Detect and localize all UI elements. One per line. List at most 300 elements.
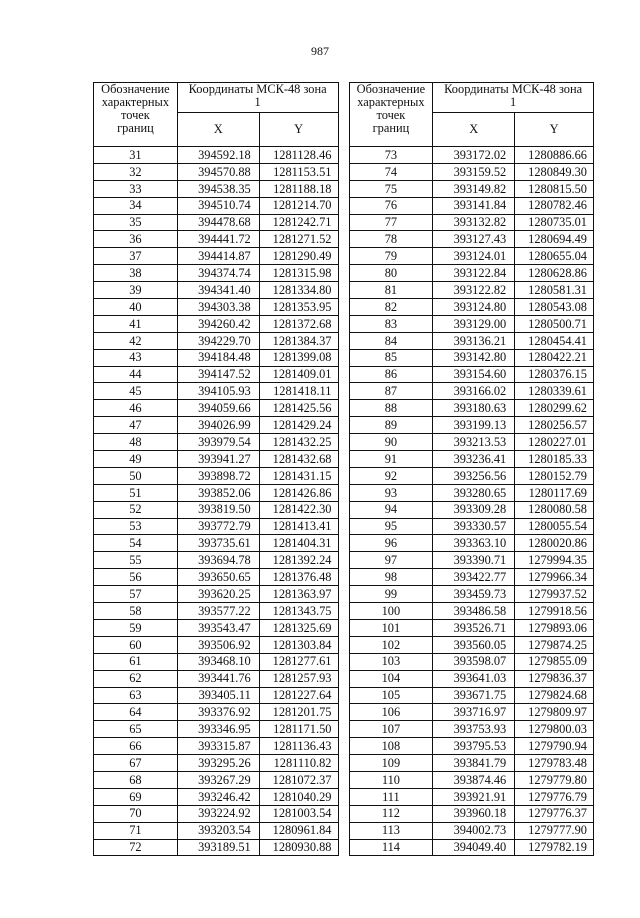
x-coordinate-cell: 393898.72: [177, 467, 259, 484]
y-coordinate-cell: 1280961.84: [259, 822, 338, 839]
table-row: [349, 163, 594, 180]
table-row: [94, 704, 339, 721]
y-coordinate-cell: 1280185.33: [515, 451, 594, 468]
x-coordinate-cell: 394002.73: [433, 822, 515, 839]
table-row: [349, 383, 594, 400]
y-coordinate-cell: 1280080.58: [515, 501, 594, 518]
x-coordinate-cell: 393716.97: [433, 704, 515, 721]
x-coordinate-cell: 393874.46: [433, 771, 515, 788]
x-coordinate-cell: 393921.91: [433, 788, 515, 805]
table-row: [349, 822, 594, 839]
point-number-cell: 108: [349, 738, 433, 755]
x-coordinate-cell: 393979.54: [177, 434, 259, 451]
y-coordinate-cell: 1280735.01: [515, 214, 594, 231]
point-number-cell: 65: [94, 721, 178, 738]
table-row: [349, 738, 594, 755]
table-row: [349, 147, 594, 164]
table-row: [94, 552, 339, 569]
table-row: [349, 586, 594, 603]
table-row: [94, 721, 339, 738]
table-row: [94, 180, 339, 197]
coordinates-table-left: [93, 82, 339, 856]
table-row: [94, 315, 339, 332]
y-coordinate-cell: 1281429.24: [259, 417, 338, 434]
y-coordinate-cell: 1279836.37: [515, 670, 594, 687]
x-coordinate-cell: 393390.71: [433, 552, 515, 569]
table-row: [94, 738, 339, 755]
x-coordinate-cell: 393172.02: [433, 147, 515, 164]
x-coordinate-cell: 394592.18: [177, 147, 259, 164]
x-coordinate-cell: 393159.52: [433, 163, 515, 180]
point-number-cell: 90: [349, 434, 433, 451]
table-row: [349, 332, 594, 349]
table-row: [94, 383, 339, 400]
y-coordinate-cell: 1279776.37: [515, 805, 594, 822]
y-coordinate-cell: 1280543.08: [515, 299, 594, 316]
x-coordinate-cell: 394260.42: [177, 315, 259, 332]
point-number-cell: 32: [94, 163, 178, 180]
table-row: [349, 180, 594, 197]
point-number-cell: 37: [94, 248, 178, 265]
x-coordinate-cell: 393598.07: [433, 653, 515, 670]
y-coordinate-cell: 1281363.97: [259, 586, 338, 603]
point-number-cell: 68: [94, 771, 178, 788]
y-coordinate-cell: 1280815.50: [515, 180, 594, 197]
point-number-cell: 54: [94, 535, 178, 552]
y-coordinate-cell: 1280152.79: [515, 467, 594, 484]
point-number-cell: 100: [349, 603, 433, 620]
x-coordinate-cell: 393154.60: [433, 366, 515, 383]
point-number-cell: 50: [94, 467, 178, 484]
table-row: [349, 349, 594, 366]
x-coordinate-cell: 393203.54: [177, 822, 259, 839]
y-coordinate-cell: 1280500.71: [515, 315, 594, 332]
y-coordinate-cell: 1281290.49: [259, 248, 338, 265]
y-coordinate-cell: 1279966.34: [515, 569, 594, 586]
point-number-cell: 87: [349, 383, 433, 400]
y-coordinate-cell: 1279893.06: [515, 619, 594, 636]
table-row: [349, 687, 594, 704]
x-coordinate-cell: 393941.27: [177, 451, 259, 468]
table-row: [94, 299, 339, 316]
table-row: [349, 704, 594, 721]
table-row: [94, 231, 339, 248]
y-coordinate-cell: 1280886.66: [515, 147, 594, 164]
x-coordinate-cell: 393753.93: [433, 721, 515, 738]
x-coordinate-cell: 393620.25: [177, 586, 259, 603]
point-number-cell: 62: [94, 670, 178, 687]
point-number-cell: 52: [94, 501, 178, 518]
point-number-cell: 51: [94, 484, 178, 501]
point-number-cell: 49: [94, 451, 178, 468]
point-number-cell: 75: [349, 180, 433, 197]
x-coordinate-cell: 393166.02: [433, 383, 515, 400]
x-coordinate-cell: 393960.18: [433, 805, 515, 822]
y-coordinate-cell: 1281426.86: [259, 484, 338, 501]
y-coordinate-cell: 1281201.75: [259, 704, 338, 721]
point-number-cell: 109: [349, 755, 433, 772]
y-coordinate-cell: 1279777.90: [515, 822, 594, 839]
y-coordinate-cell: 1279790.94: [515, 738, 594, 755]
y-coordinate-cell: 1280227.01: [515, 434, 594, 451]
y-coordinate-cell: 1281188.18: [259, 180, 338, 197]
table-row: [94, 147, 339, 164]
y-coordinate-cell: 1280628.86: [515, 265, 594, 282]
point-number-cell: 48: [94, 434, 178, 451]
point-number-cell: 67: [94, 755, 178, 772]
x-coordinate-cell: 393315.87: [177, 738, 259, 755]
table-row: [349, 451, 594, 468]
y-coordinate-cell: 1281136.43: [259, 738, 338, 755]
table-row: [349, 603, 594, 620]
y-coordinate-cell: 1281153.51: [259, 163, 338, 180]
point-number-cell: 97: [349, 552, 433, 569]
table-row: [349, 434, 594, 451]
y-coordinate-cell: 1279937.52: [515, 586, 594, 603]
x-coordinate-cell: 393459.73: [433, 586, 515, 603]
x-coordinate-cell: 393295.26: [177, 755, 259, 772]
x-coordinate-cell: 393213.53: [433, 434, 515, 451]
x-coordinate-cell: 393124.01: [433, 248, 515, 265]
point-number-cell: 110: [349, 771, 433, 788]
point-number-cell: 46: [94, 400, 178, 417]
point-number-cell: 77: [349, 214, 433, 231]
point-number-cell: 95: [349, 518, 433, 535]
point-number-cell: 96: [349, 535, 433, 552]
table-row: [94, 569, 339, 586]
x-coordinate-cell: 393363.10: [433, 535, 515, 552]
x-coordinate-cell: 393468.10: [177, 653, 259, 670]
point-number-cell: 72: [94, 839, 178, 856]
table-row: [349, 484, 594, 501]
x-coordinate-cell: 393841.79: [433, 755, 515, 772]
header-x: X: [433, 113, 515, 147]
y-coordinate-cell: 1281303.84: [259, 636, 338, 653]
y-coordinate-cell: 1281422.30: [259, 501, 338, 518]
y-coordinate-cell: 1279782.19: [515, 839, 594, 856]
x-coordinate-cell: 393735.61: [177, 535, 259, 552]
table-row: [94, 771, 339, 788]
point-number-cell: 98: [349, 569, 433, 586]
x-coordinate-cell: 393224.92: [177, 805, 259, 822]
x-coordinate-cell: 393180.63: [433, 400, 515, 417]
table-row: [349, 467, 594, 484]
x-coordinate-cell: 394147.52: [177, 366, 259, 383]
table-row: [94, 197, 339, 214]
point-number-cell: 94: [349, 501, 433, 518]
table-row: [349, 788, 594, 805]
table-row: [94, 366, 339, 383]
point-number-cell: 60: [94, 636, 178, 653]
y-coordinate-cell: 1281343.75: [259, 603, 338, 620]
x-coordinate-cell: 393199.13: [433, 417, 515, 434]
table-row: [94, 214, 339, 231]
point-number-cell: 36: [94, 231, 178, 248]
table-row: [94, 788, 339, 805]
coordinates-table-right: [349, 82, 595, 856]
point-number-cell: 111: [349, 788, 433, 805]
point-number-cell: 31: [94, 147, 178, 164]
x-coordinate-cell: 393852.06: [177, 484, 259, 501]
x-coordinate-cell: 393309.28: [433, 501, 515, 518]
y-coordinate-cell: 1281404.31: [259, 535, 338, 552]
x-coordinate-cell: 393129.00: [433, 315, 515, 332]
x-coordinate-cell: 393772.79: [177, 518, 259, 535]
table-row: [94, 687, 339, 704]
point-number-cell: 88: [349, 400, 433, 417]
x-coordinate-cell: 393122.84: [433, 265, 515, 282]
table-row: [349, 282, 594, 299]
x-coordinate-cell: 393142.80: [433, 349, 515, 366]
y-coordinate-cell: 1279855.09: [515, 653, 594, 670]
point-number-cell: 34: [94, 197, 178, 214]
header-coordinates: Координаты МСК-48 зона 1: [433, 83, 594, 113]
x-coordinate-cell: 393132.82: [433, 214, 515, 231]
y-coordinate-cell: 1280849.30: [515, 163, 594, 180]
table-row: [94, 518, 339, 535]
y-coordinate-cell: 1279994.35: [515, 552, 594, 569]
table-row: [349, 501, 594, 518]
page-number: 987: [311, 44, 329, 58]
x-coordinate-cell: 393267.29: [177, 771, 259, 788]
y-coordinate-cell: 1281072.37: [259, 771, 338, 788]
table-row: [94, 400, 339, 417]
point-number-cell: 42: [94, 332, 178, 349]
x-coordinate-cell: 393136.21: [433, 332, 515, 349]
y-coordinate-cell: 1280055.54: [515, 518, 594, 535]
point-number-cell: 104: [349, 670, 433, 687]
table-row: [349, 214, 594, 231]
y-coordinate-cell: 1280422.21: [515, 349, 594, 366]
x-coordinate-cell: 393189.51: [177, 839, 259, 856]
point-number-cell: 59: [94, 619, 178, 636]
table-row: [94, 586, 339, 603]
y-coordinate-cell: 1281257.93: [259, 670, 338, 687]
y-coordinate-cell: 1279779.80: [515, 771, 594, 788]
x-coordinate-cell: 393122.82: [433, 282, 515, 299]
y-coordinate-cell: 1280655.04: [515, 248, 594, 265]
header-x: X: [177, 113, 259, 147]
y-coordinate-cell: 1281128.46: [259, 147, 338, 164]
table-row: [349, 670, 594, 687]
table-row: [349, 805, 594, 822]
x-coordinate-cell: 393641.03: [433, 670, 515, 687]
header-y: Y: [515, 113, 594, 147]
x-coordinate-cell: 394441.72: [177, 231, 259, 248]
x-coordinate-cell: 394059.66: [177, 400, 259, 417]
point-number-cell: 41: [94, 315, 178, 332]
point-number-cell: 85: [349, 349, 433, 366]
y-coordinate-cell: 1281432.68: [259, 451, 338, 468]
y-coordinate-cell: 1279874.25: [515, 636, 594, 653]
x-coordinate-cell: 394026.99: [177, 417, 259, 434]
x-coordinate-cell: 393141.84: [433, 197, 515, 214]
point-number-cell: 86: [349, 366, 433, 383]
point-number-cell: 113: [349, 822, 433, 839]
table-row: [94, 282, 339, 299]
point-number-cell: 80: [349, 265, 433, 282]
table-row: [94, 670, 339, 687]
table-row: [349, 366, 594, 383]
table-row: [349, 248, 594, 265]
x-coordinate-cell: 394229.70: [177, 332, 259, 349]
y-coordinate-cell: 1281171.50: [259, 721, 338, 738]
point-number-cell: 66: [94, 738, 178, 755]
x-coordinate-cell: 393441.76: [177, 670, 259, 687]
table-row: [349, 771, 594, 788]
x-coordinate-cell: 394478.68: [177, 214, 259, 231]
point-number-cell: 93: [349, 484, 433, 501]
y-coordinate-cell: 1281315.98: [259, 265, 338, 282]
y-coordinate-cell: 1280694.49: [515, 231, 594, 248]
point-number-cell: 114: [349, 839, 433, 856]
point-number-cell: 112: [349, 805, 433, 822]
table-row: [349, 315, 594, 332]
y-coordinate-cell: 1280930.88: [259, 839, 338, 856]
table-row: [94, 467, 339, 484]
point-number-cell: 47: [94, 417, 178, 434]
header-coordinates: Координаты МСК-48 зона 1: [177, 83, 338, 113]
point-number-cell: 107: [349, 721, 433, 738]
table-row: [94, 484, 339, 501]
point-number-cell: 69: [94, 788, 178, 805]
x-coordinate-cell: 394570.88: [177, 163, 259, 180]
table-row: [94, 839, 339, 856]
x-coordinate-cell: 393330.57: [433, 518, 515, 535]
point-number-cell: 44: [94, 366, 178, 383]
x-coordinate-cell: 393486.58: [433, 603, 515, 620]
point-number-cell: 39: [94, 282, 178, 299]
table-row: [94, 619, 339, 636]
x-coordinate-cell: 393577.22: [177, 603, 259, 620]
header-designation: Обозначение характерных точек границ: [349, 83, 433, 147]
y-coordinate-cell: 1279800.03: [515, 721, 594, 738]
point-number-cell: 91: [349, 451, 433, 468]
table-row: [349, 400, 594, 417]
x-coordinate-cell: 394105.93: [177, 383, 259, 400]
point-number-cell: 84: [349, 332, 433, 349]
y-coordinate-cell: 1281242.71: [259, 214, 338, 231]
table-row: [94, 755, 339, 772]
point-number-cell: 81: [349, 282, 433, 299]
x-coordinate-cell: 393246.42: [177, 788, 259, 805]
y-coordinate-cell: 1281425.56: [259, 400, 338, 417]
y-coordinate-cell: 1280117.69: [515, 484, 594, 501]
x-coordinate-cell: 393506.92: [177, 636, 259, 653]
point-number-cell: 70: [94, 805, 178, 822]
point-number-cell: 83: [349, 315, 433, 332]
y-coordinate-cell: 1281399.08: [259, 349, 338, 366]
point-number-cell: 55: [94, 552, 178, 569]
x-coordinate-cell: 393819.50: [177, 501, 259, 518]
point-number-cell: 61: [94, 653, 178, 670]
table-row: [94, 434, 339, 451]
y-coordinate-cell: 1281214.70: [259, 197, 338, 214]
y-coordinate-cell: 1279783.48: [515, 755, 594, 772]
y-coordinate-cell: 1279776.79: [515, 788, 594, 805]
x-coordinate-cell: 393346.95: [177, 721, 259, 738]
y-coordinate-cell: 1281418.11: [259, 383, 338, 400]
x-coordinate-cell: 394184.48: [177, 349, 259, 366]
point-number-cell: 33: [94, 180, 178, 197]
table-row: [349, 653, 594, 670]
y-coordinate-cell: 1281003.54: [259, 805, 338, 822]
table-row: [349, 535, 594, 552]
y-coordinate-cell: 1280020.86: [515, 535, 594, 552]
point-number-cell: 99: [349, 586, 433, 603]
table-row: [349, 417, 594, 434]
y-coordinate-cell: 1281409.01: [259, 366, 338, 383]
y-coordinate-cell: 1281372.68: [259, 315, 338, 332]
table-row: [94, 248, 339, 265]
point-number-cell: 63: [94, 687, 178, 704]
y-coordinate-cell: 1281277.61: [259, 653, 338, 670]
y-coordinate-cell: 1280256.57: [515, 417, 594, 434]
table-row: [94, 805, 339, 822]
table-row: [349, 231, 594, 248]
table-row: [349, 636, 594, 653]
x-coordinate-cell: 393280.65: [433, 484, 515, 501]
header-designation: Обозначение характерных точек границ: [94, 83, 178, 147]
table-row: [349, 197, 594, 214]
table-row: [349, 721, 594, 738]
point-number-cell: 78: [349, 231, 433, 248]
x-coordinate-cell: 393795.53: [433, 738, 515, 755]
y-coordinate-cell: 1279918.56: [515, 603, 594, 620]
x-coordinate-cell: 394049.40: [433, 839, 515, 856]
table-row: [349, 569, 594, 586]
x-coordinate-cell: 394510.74: [177, 197, 259, 214]
table-row: [94, 653, 339, 670]
point-number-cell: 38: [94, 265, 178, 282]
y-coordinate-cell: 1280782.46: [515, 197, 594, 214]
table-row: [349, 839, 594, 856]
table-row: [94, 417, 339, 434]
table-row: [349, 619, 594, 636]
table-row: [94, 636, 339, 653]
y-coordinate-cell: 1281325.69: [259, 619, 338, 636]
table-row: [94, 451, 339, 468]
table-row: [94, 349, 339, 366]
point-number-cell: 45: [94, 383, 178, 400]
table-row: [94, 332, 339, 349]
point-number-cell: 43: [94, 349, 178, 366]
point-number-cell: 101: [349, 619, 433, 636]
point-number-cell: 92: [349, 467, 433, 484]
point-number-cell: 74: [349, 163, 433, 180]
table-row: [94, 535, 339, 552]
table-row: [94, 501, 339, 518]
table-row: [349, 518, 594, 535]
y-coordinate-cell: 1280339.61: [515, 383, 594, 400]
y-coordinate-cell: 1281384.37: [259, 332, 338, 349]
x-coordinate-cell: 394414.87: [177, 248, 259, 265]
y-coordinate-cell: 1280299.62: [515, 400, 594, 417]
table-row: [349, 299, 594, 316]
point-number-cell: 58: [94, 603, 178, 620]
y-coordinate-cell: 1281413.41: [259, 518, 338, 535]
y-coordinate-cell: 1281110.82: [259, 755, 338, 772]
x-coordinate-cell: 393422.77: [433, 569, 515, 586]
x-coordinate-cell: 393560.05: [433, 636, 515, 653]
table-row: [94, 265, 339, 282]
point-number-cell: 102: [349, 636, 433, 653]
y-coordinate-cell: 1279809.97: [515, 704, 594, 721]
y-coordinate-cell: 1281271.52: [259, 231, 338, 248]
point-number-cell: 103: [349, 653, 433, 670]
y-coordinate-cell: 1281227.64: [259, 687, 338, 704]
coordinates-tables: [93, 82, 594, 855]
